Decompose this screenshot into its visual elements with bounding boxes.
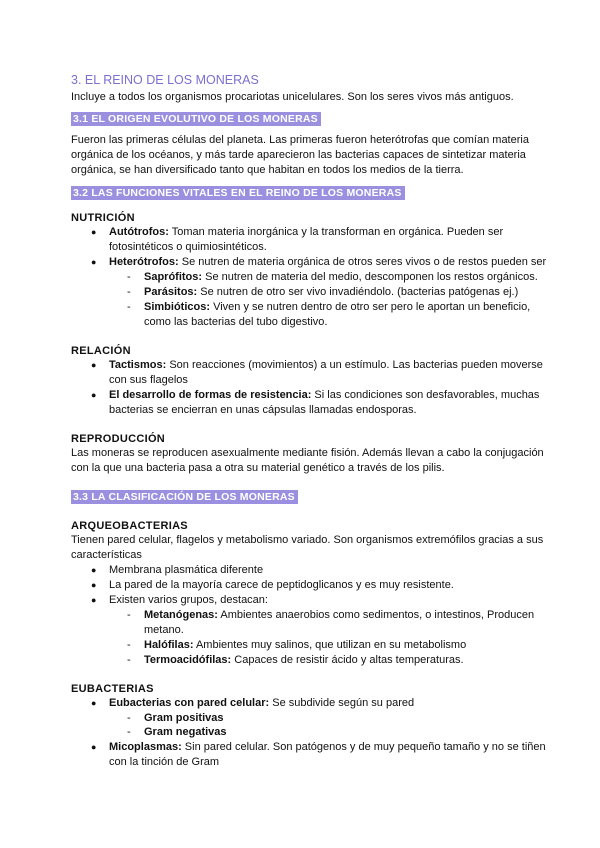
eubacterias-heading: EUBACTERIAS	[71, 683, 154, 695]
text-heterotrofos: Se nutren de materia orgánica de otros seres vivos o de restos pueden ser	[178, 256, 547, 268]
text-parasitos: Se nutren de otro ser vivo invadiéndolo. (bacterias patógenas ej.)	[197, 286, 519, 298]
bullet-dot-icon: ●	[91, 595, 97, 605]
bullet-grupos	[91, 593, 554, 608]
subbullet-metanogenas	[127, 608, 556, 638]
dash-icon: -	[127, 726, 131, 738]
dash-icon: -	[127, 712, 131, 724]
bullet-dot-icon: ●	[91, 257, 97, 267]
bullet-membrana	[91, 563, 554, 578]
dash-icon: -	[127, 609, 131, 621]
section-3-3-heading: 3.3 LA CLASIFICACIÓN DE LOS MONERAS	[71, 490, 298, 504]
section-3-2-heading: 3.2 LAS FUNCIONES VITALES EN EL REINO DE LOS MONERAS	[71, 186, 405, 200]
text-membrana: Membrana plasmática diferente	[109, 564, 264, 576]
reproduccion-paragraph: Las moneras se reproducen asexualmente mediante fisión. Además llevan a cabo la conjugación con la que una bacteria pasa a otra su material genético a través de los pilis.	[71, 447, 544, 474]
subbullet-simbioticos	[127, 300, 556, 330]
page-title: 3. EL REINO DE LOS MONERAS	[71, 73, 259, 87]
text-pared: La pared de la mayoría carece de peptidoglicanos y es muy resistente.	[109, 579, 454, 591]
text-tactismos: Son reacciones (movimientos) a un estímulo. Las bacterias pueden moverse con sus flagelos	[109, 359, 543, 386]
bullet-dot-icon: ●	[91, 565, 97, 575]
text-halofilas: Ambientes muy salinos, que utilizan en su metabolismo	[193, 639, 467, 651]
bullet-pared-celular	[91, 696, 554, 711]
bullet-dot-icon: ●	[91, 742, 97, 752]
bullet-pared	[91, 578, 554, 593]
term-parasitos: Parásitos:	[144, 286, 198, 298]
bullet-dot-icon: ●	[91, 360, 97, 370]
term-simbioticos: Simbióticos:	[144, 301, 211, 313]
term-gram-negativas: Gram negativas	[144, 726, 227, 738]
reproduccion-heading: REPRODUCCIÓN	[71, 433, 166, 445]
relacion-heading: RELACIÓN	[71, 345, 131, 357]
text-termoacidofilas: Capaces de resistir ácido y altas temperaturas.	[231, 654, 464, 666]
bullet-dot-icon: ●	[91, 227, 97, 237]
dash-icon: -	[127, 286, 131, 298]
term-micoplasmas: Micoplasmas:	[109, 741, 182, 753]
arqueobacterias-paragraph: Tienen pared celular, flagelos y metabolismo variado. Son organismos extremófilos gracias a sus características	[71, 534, 544, 561]
subbullet-saprofitos	[127, 270, 556, 285]
text-simbioticos: Viven y se nutren dentro de otro ser pero le aportan un beneficio, como las bacterias del tubo digestivo.	[144, 301, 531, 328]
text-micoplasmas: Sin pared celular. Son patógenos y de muy pequeño tamaño y no se tiñen con la tinción de Gram	[109, 741, 546, 768]
dash-icon: -	[127, 654, 131, 666]
term-pared-celular: Eubacterias con pared celular:	[109, 697, 270, 709]
dash-icon: -	[127, 301, 131, 313]
term-tactismos: Tactismos:	[109, 359, 167, 371]
dash-icon: -	[127, 271, 131, 283]
section-3-1-paragraph: Fueron las primeras células del planeta. Las primeras fueron heterótrofas que comían materia orgánica de los océanos, y más tarde aparecieron las bacterias capaces de sintetizar materia orgánica, se han diversificado tanto que habitan en todos los medios de la tierra.	[71, 134, 529, 176]
subbullet-parasitos	[127, 285, 556, 300]
text-pared-celular: Se subdivide según su pared	[269, 697, 415, 709]
bullet-micoplasmas	[91, 740, 554, 770]
section-3-1-heading: 3.1 EL ORIGEN EVOLUTIVO DE LOS MONERAS	[71, 112, 321, 126]
bullet-autotrofos	[91, 225, 554, 255]
term-autotrofos: Autótrofos:	[109, 226, 169, 238]
term-saprofitos: Saprófitos:	[144, 271, 203, 283]
arqueobacterias-heading: ARQUEOBACTERIAS	[71, 520, 188, 532]
subbullet-termoacidofilas	[127, 653, 556, 668]
bullet-dot-icon: ●	[91, 390, 97, 400]
text-saprofitos: Se nutren de materia del medio, descomponen los restos orgánicos.	[202, 271, 538, 283]
subbullet-halofilas	[127, 638, 556, 653]
term-halofilas: Halófilas:	[144, 639, 194, 651]
bullet-dot-icon: ●	[91, 698, 97, 708]
term-metanogenas: Metanógenas:	[144, 609, 218, 621]
text-grupos: Existen varios grupos, destacan:	[109, 594, 268, 606]
intro-paragraph: Incluye a todos los organismos procariotas unicelulares. Son los seres vivos más antiguos.	[71, 91, 514, 103]
nutricion-heading: NUTRICIÓN	[71, 212, 135, 224]
bullet-resistencia	[91, 388, 554, 418]
bullet-heterotrofos	[91, 255, 554, 270]
term-termoacidofilas: Termoacidófilas:	[144, 654, 232, 666]
text-autotrofos: Toman materia inorgánica y la transforman en orgánica. Pueden ser fotosintéticos o quimiosintéticos.	[109, 226, 504, 253]
term-gram-positivas: Gram positivas	[144, 712, 224, 724]
text-metanogenas: Ambientes anaerobios como sedimentos, o intestinos, Producen metano.	[144, 609, 535, 636]
subbullet-gram-negativas	[127, 725, 556, 740]
subbullet-gram-positivas	[127, 711, 556, 726]
bullet-dot-icon: ●	[91, 580, 97, 590]
dash-icon: -	[127, 639, 131, 651]
bullet-tactismos	[91, 358, 554, 388]
term-resistencia: El desarrollo de formas de resistencia:	[109, 389, 312, 401]
text-resistencia: Si las condiciones son desfavorables, muchas bacterias se encierran en unas cápsulas llamadas endosporas.	[109, 389, 540, 416]
term-heterotrofos: Heterótrofos:	[109, 256, 179, 268]
